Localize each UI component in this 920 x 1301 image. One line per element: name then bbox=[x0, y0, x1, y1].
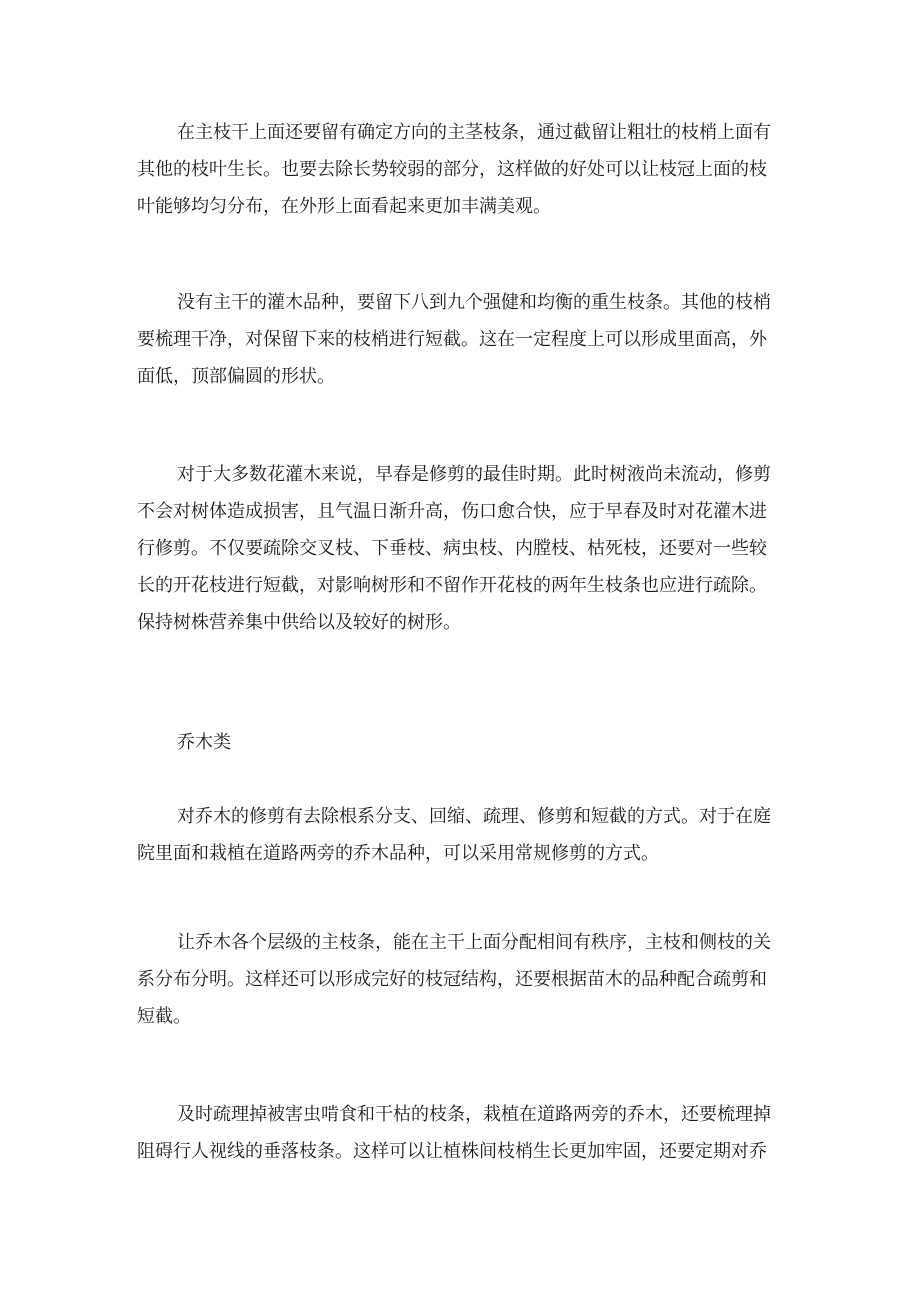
text-line: 及时疏理掉被害虫啃食和干枯的枝条，栽植在道路两旁的乔木，还要梳理掉 bbox=[177, 1104, 771, 1125]
text-line: 在主枝干上面还要留有确定方向的主茎枝条，通过截留让粗壮的枝梢上面有 bbox=[177, 122, 771, 143]
text-line: 不会对树体造成损害，且气温日渐升高，伤口愈合快，应于早春及时对花灌木进 bbox=[137, 501, 767, 522]
paragraph-flowering-shrub bbox=[137, 456, 787, 641]
text-line: 保持树株营养集中供给以及较好的树形。 bbox=[137, 612, 461, 633]
text-line: 其他的枝叶生长。也要去除长势较弱的部分，这样做的好处可以让枝冠上面的枝 bbox=[137, 159, 767, 180]
text-line: 短截。 bbox=[137, 1006, 191, 1027]
text-line: 对乔木的修剪有去除根系分支、回缩、疏理、修剪和短截的方式。对于在庭 bbox=[177, 806, 771, 827]
paragraph-main-branch bbox=[137, 114, 787, 225]
paragraph-remove-damaged-branches bbox=[137, 1096, 787, 1170]
paragraph-shrub-without-trunk bbox=[137, 284, 787, 395]
heading-text: 乔木类 bbox=[177, 732, 231, 753]
text-line: 让乔木各个层级的主枝条，能在主干上面分配相间有秩序，主枝和侧枝的关 bbox=[177, 932, 771, 953]
text-line: 对于大多数花灌木来说，早春是修剪的最佳时期。此时树液尚未流动，修剪 bbox=[177, 464, 771, 485]
text-line: 没有主干的灌木品种，要留下八到九个强健和均衡的重生枝条。其他的枝梢 bbox=[177, 292, 771, 313]
text-line: 叶能够均匀分布，在外形上面看起来更加丰满美观。 bbox=[137, 196, 551, 217]
text-line: 阻碍行人视线的垂落枝条。这样可以让植株间枝梢生长更加牢固，还要定期对乔 bbox=[137, 1141, 767, 1162]
paragraph-branch-hierarchy bbox=[137, 924, 787, 1035]
text-line: 长的开花枝进行短截，对影响树形和不留作开花枝的两年生枝条也应进行疏除。 bbox=[137, 575, 767, 596]
paragraph-tree-pruning-methods bbox=[137, 798, 787, 872]
section-heading-trees bbox=[137, 724, 787, 761]
text-line: 行修剪。不仅要疏除交叉枝、下垂枝、病虫枝、内膛枝、枯死枝，还要对一些较 bbox=[137, 538, 767, 559]
text-line: 要梳理干净，对保留下来的枝梢进行短截。这在一定程度上可以形成里面高，外 bbox=[137, 329, 767, 350]
text-line: 系分布分明。这样还可以形成完好的枝冠结构，还要根据苗木的品种配合疏剪和 bbox=[137, 969, 767, 990]
text-line: 面低，顶部偏圆的形状。 bbox=[137, 366, 335, 387]
text-line: 院里面和栽植在道路两旁的乔木品种，可以采用常规修剪的方式。 bbox=[137, 843, 659, 864]
